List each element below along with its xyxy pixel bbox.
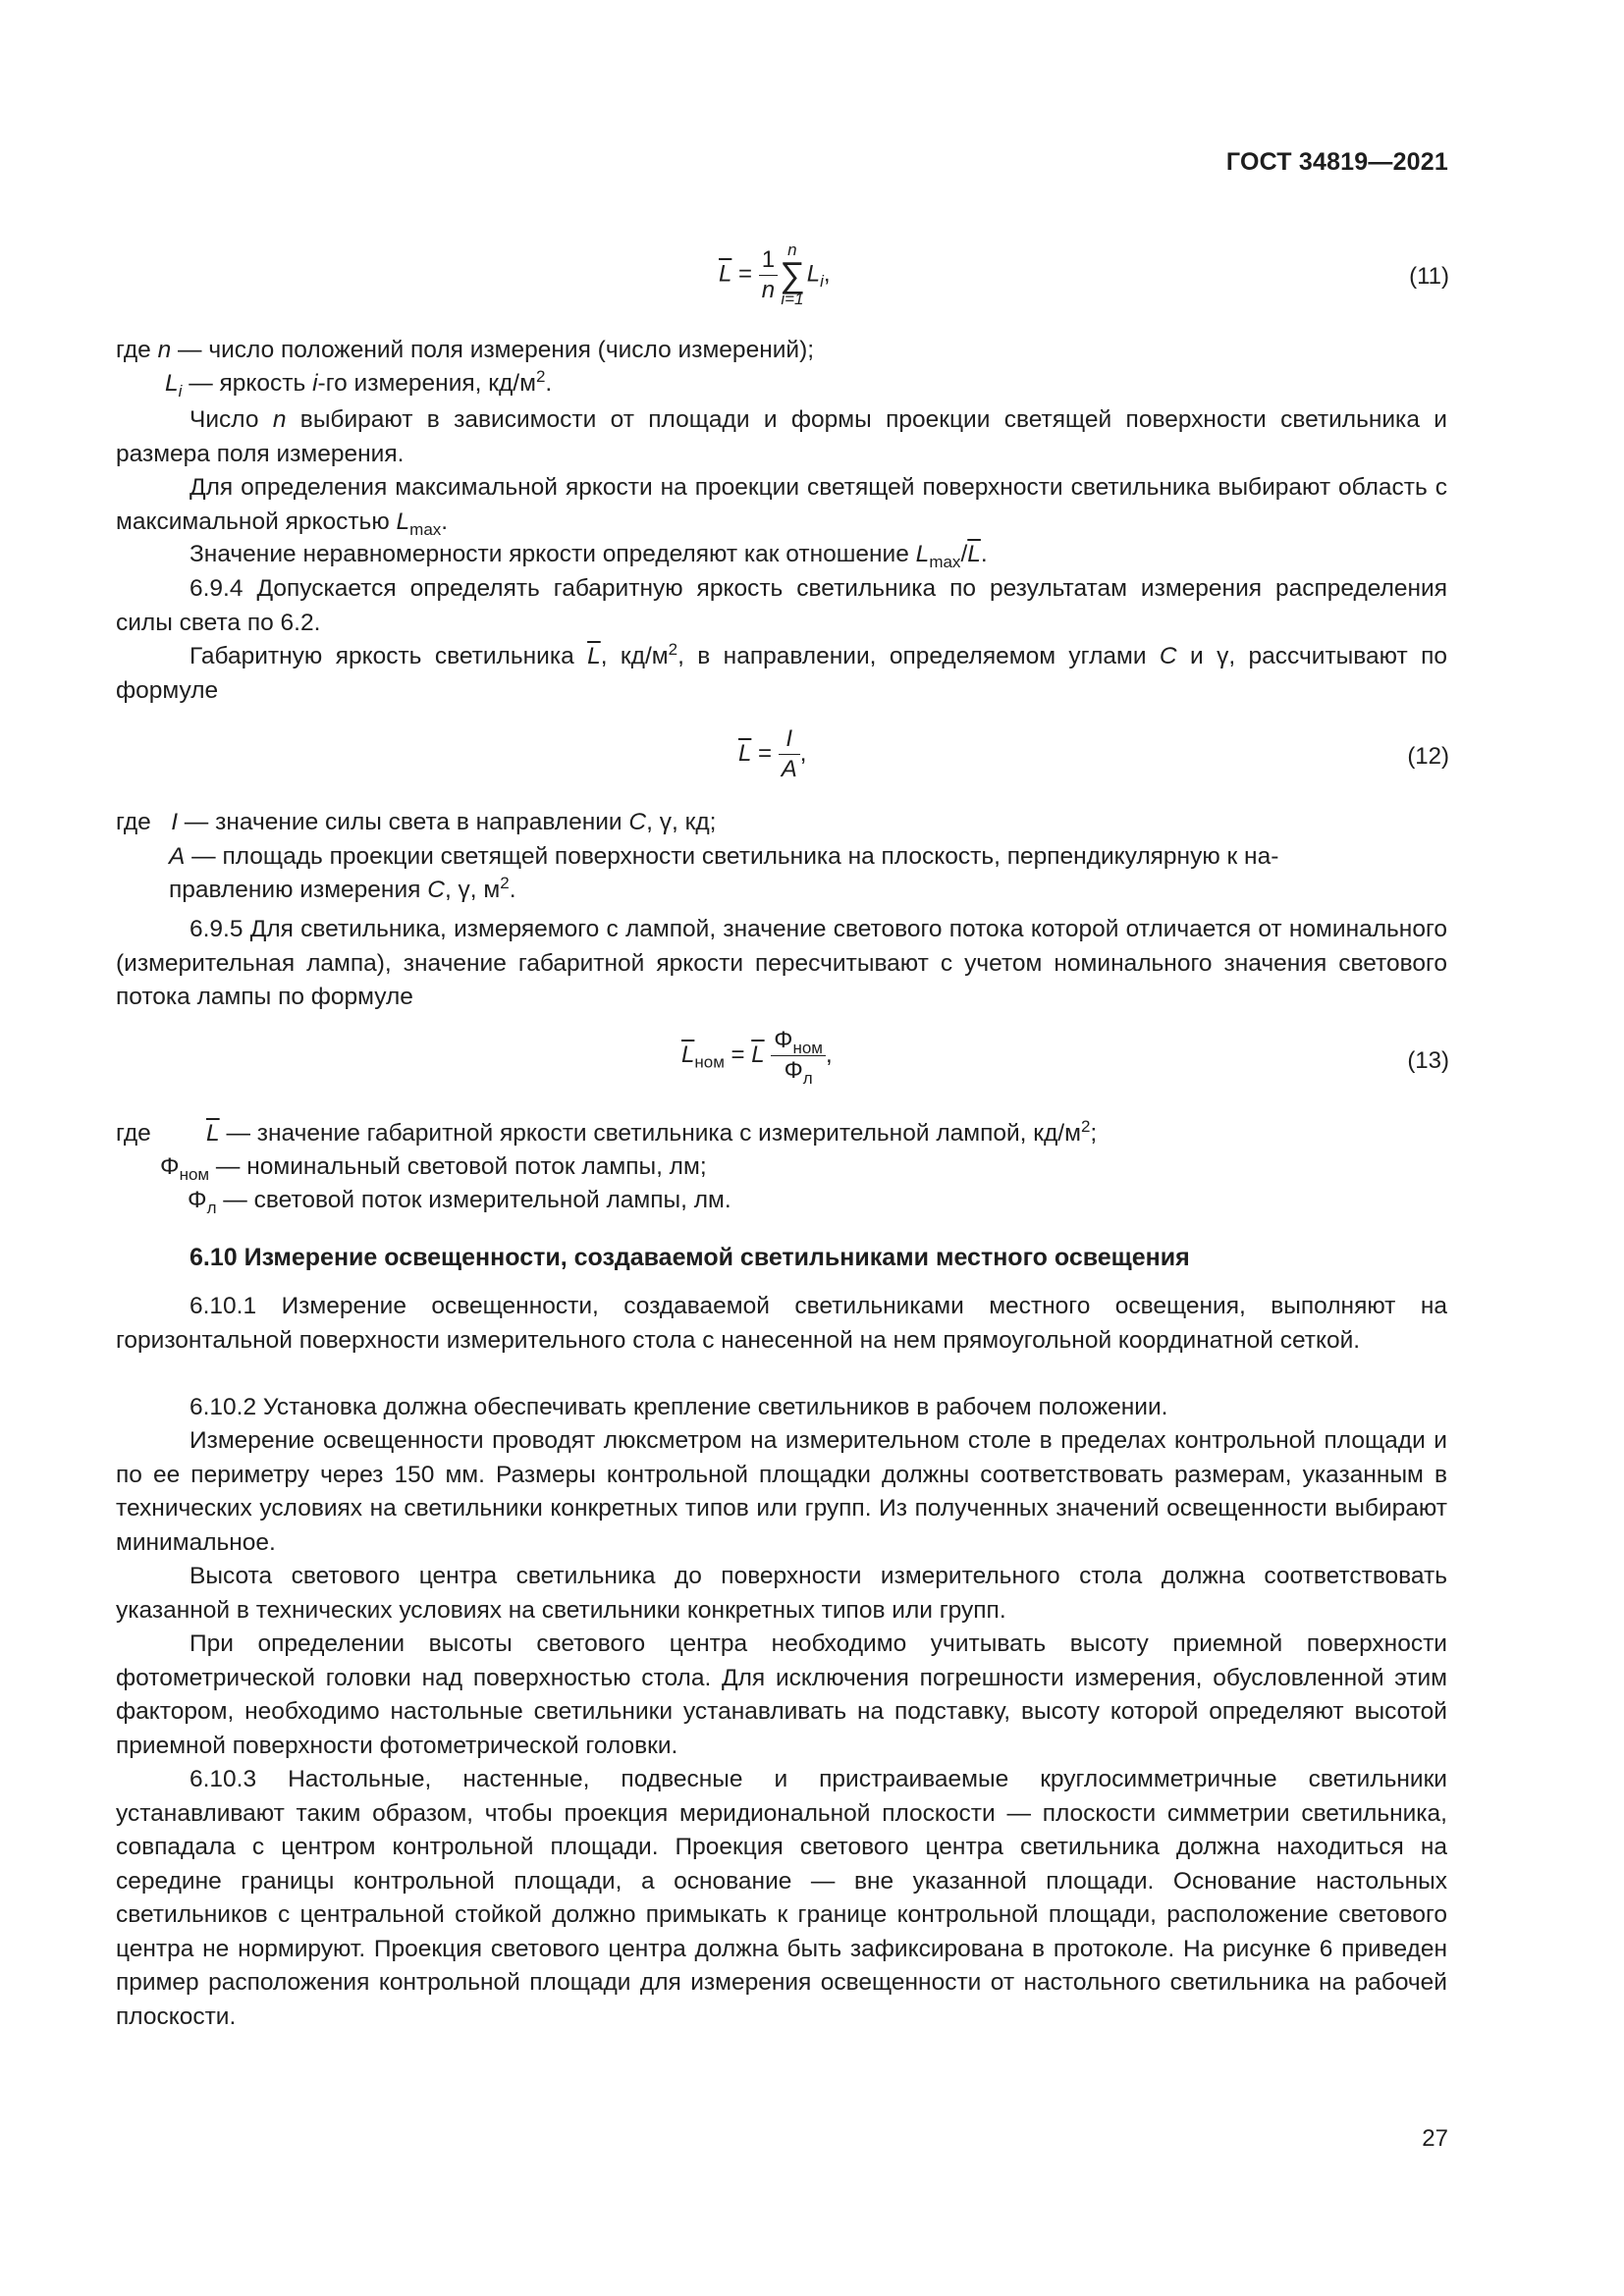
where-item: A — площадь проекции светящей поверхности светильника на плоскость, перпендикулярную к на- — [169, 843, 1279, 870]
paragraph: Значение неравномерности яркости определяют как отношение $L_{max}/\overline{L}$. — [189, 541, 988, 571]
equation-number-11: (11) — [1409, 263, 1449, 290]
formula-13: $\overline{L}_{ном} = \overline{L}$ $\frac{\Phi_{ном}}{\Phi_л}$ , — [681, 1027, 833, 1088]
page-number: 27 — [1422, 2125, 1448, 2152]
where-item: где n — число положений поля измерения (число измерений); — [116, 337, 815, 363]
paragraph: Измерение освещенности проводят люксметром на измерительном столе в пределах контрольной площади и по ее периметру через 150 мм. Размеры контрольной площадки должны соответствовать размерам, указанным в технических условиях на светильники конкретных типов или групп. Из полученных значений освещенности выбирают минимальное. — [116, 1427, 1447, 1556]
sum-sign: n ∑ i=1 — [780, 240, 805, 308]
fraction: $\frac{\Phi_{ном}}{\Phi_л}$ — [771, 1026, 826, 1086]
paragraph: 6.10.3 Настольные, настенные, подвесные и пристраиваемые круглосимметричные светильники устанавливают таким образом, чтобы проекция меридиональной плоскости — плоскости симметрии светильника, совпадала с центром контрольной площади. Проекция светового центра светильника должна находиться на середине границы контрольной площади, а основание — вне указанной площади. Основание настольных светильников с центральной стойкой должно примыкать к границе контрольной площади, расположение светового центра не нормируют. Проекция светового центра должна быть зафиксирована в протоколе. На рисунке 6 приведен пример расположения контрольной площади для измерения освещенности от настольного светильника на рабочей плоскости. — [116, 1766, 1447, 2030]
paragraph: Число n выбирают в зависимости от площади и формы проекции светящей поверхности светильника и размера поля измерения. — [116, 406, 1447, 467]
formula-symbol: $\overline{L}$ — [719, 260, 732, 288]
section-heading: 6.10 Измерение освещенности, создаваемой светильниками местного освещения — [189, 1244, 1190, 1271]
equation-number-13: (13) — [1407, 1047, 1449, 1074]
where-item: правлению измерения C, γ, $м^2$. — [169, 873, 516, 903]
paragraph: Для определения максимальной яркости на проекции светящей поверхности светильника выбирают область с максимальной яркостью $L_{max}$. — [116, 474, 1447, 539]
formula-12: $\overline{L}$ = $\frac{I}{A}$ , — [738, 725, 807, 782]
where-item: где — [116, 1120, 151, 1147]
document-id: ГОСТ 34819—2021 — [1225, 148, 1448, 176]
paragraph: Габаритную яркость светильника $\overline{L}$, $кд/м^2$, в направлении, определяемом углами C и γ, рассчитывают по формуле — [116, 639, 1448, 704]
where-item: $\Phi_{ном}$ — номинальный световой поток лампы, лм; — [160, 1153, 707, 1184]
paragraph: 6.9.4 Допускается определять габаритную яркость светильника по результатам измерения распределения силы света по 6.2. — [116, 575, 1447, 636]
paragraph: 6.10.1 Измерение освещенности, создаваемой светильниками местного освещения, выполняют на горизонтальной поверхности измерительного стола с нанесенной на нем прямоугольной координатной сеткой. — [116, 1293, 1447, 1354]
fraction: $\frac{1}{n}$ — [759, 245, 778, 305]
equation-number-12: (12) — [1407, 743, 1449, 770]
paragraph: Высота светового центра светильника до поверхности измерительного стола должна соответствовать указанной в технических условиях на светильники конкретных типов или групп. — [116, 1563, 1447, 1624]
where-item: $\Phi_л$ — световой поток измерительной лампы, лм. — [188, 1187, 731, 1217]
where-item: $\overline{L}$ — значение габаритной яркости светильника с измерительной лампой, $кд/м^2$; — [206, 1116, 1098, 1147]
where-item: $L_i$ — яркость i-го измерения, $кд/м^2$. — [165, 366, 553, 400]
paragraph: При определении высоты светового центра необходимо учитывать высоту приемной поверхности фотометрической головки над поверхностью стола. Для исключения погрешности измерения, обусловленной этим фактором, необходимо настольные светильники устанавливать на подставку, высоту которой определяют высотой приемной поверхности фотометрической головки. — [116, 1630, 1447, 1759]
paragraph: 6.10.2 Установка должна обеспечивать крепление светильников в рабочем положении. — [189, 1394, 1168, 1420]
fraction: $\frac{I}{A}$ — [779, 724, 800, 784]
where-item: где I — значение силы света в направлении C, γ, кд; — [116, 809, 717, 835]
paragraph: 6.9.5 Для светильника, измеряемого с лампой, значение светового потока которой отличается от номинального (измерительная лампа), значение габаритной яркости пересчитывают с учетом номинального значения светового потока лампы по формуле — [116, 916, 1447, 1010]
formula-11: $\overline{L}$ = $\frac{1}{n}$ n ∑ i=1 $L_i$, — [719, 240, 831, 308]
